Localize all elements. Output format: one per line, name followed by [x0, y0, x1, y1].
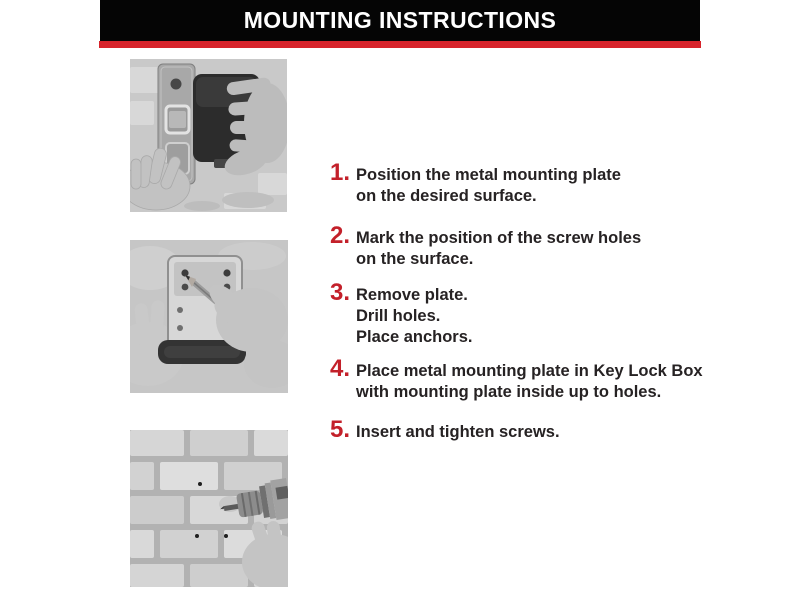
step-1-number: 1.: [330, 159, 351, 186]
red-divider: [99, 41, 701, 48]
step-1-line-2: on the desired surface.: [356, 187, 537, 205]
step-3-line-3: Place anchors.: [356, 328, 473, 346]
step-2-line-2: on the surface.: [356, 250, 474, 268]
step-4-text: [356, 361, 703, 403]
step-5: [330, 416, 560, 443]
step-2-text: [356, 228, 641, 270]
photo-drill-holes: [130, 430, 288, 587]
step-4: [330, 355, 703, 403]
title-bar: [100, 0, 700, 41]
step-5-text: [356, 422, 560, 443]
step-3-number: 3.: [330, 279, 351, 306]
step-1-line-1: Position the metal mounting plate: [356, 166, 621, 184]
step-5-line-1: Insert and tighten screws.: [356, 423, 560, 441]
step-2-line-1: Mark the position of the screw holes: [356, 229, 642, 247]
photo-mark-holes: [130, 240, 288, 393]
step-1: [330, 159, 621, 207]
photo-position-plate: [130, 59, 287, 212]
step-2-number: 2.: [330, 222, 351, 249]
step-5-number: 5.: [330, 416, 351, 443]
drill-holes-illustration-icon: [130, 430, 288, 587]
step-1-text: [356, 165, 621, 207]
step-3-line-2: Drill holes.: [356, 307, 441, 325]
position-plate-illustration-icon: [130, 59, 287, 212]
step-3: [330, 279, 473, 348]
step-4-line-2: with mounting plate inside up to holes.: [356, 383, 662, 401]
step-3-text: [356, 285, 472, 348]
page-title: MOUNTING INSTRUCTIONS: [243, 7, 557, 33]
step-2: [330, 222, 642, 270]
step-4-line-1: Place metal mounting plate in Key Lock Box: [356, 362, 703, 380]
step-3-line-1: Remove plate.: [356, 286, 468, 304]
step-4-number: 4.: [330, 355, 351, 382]
mark-holes-illustration-icon: [130, 240, 288, 393]
